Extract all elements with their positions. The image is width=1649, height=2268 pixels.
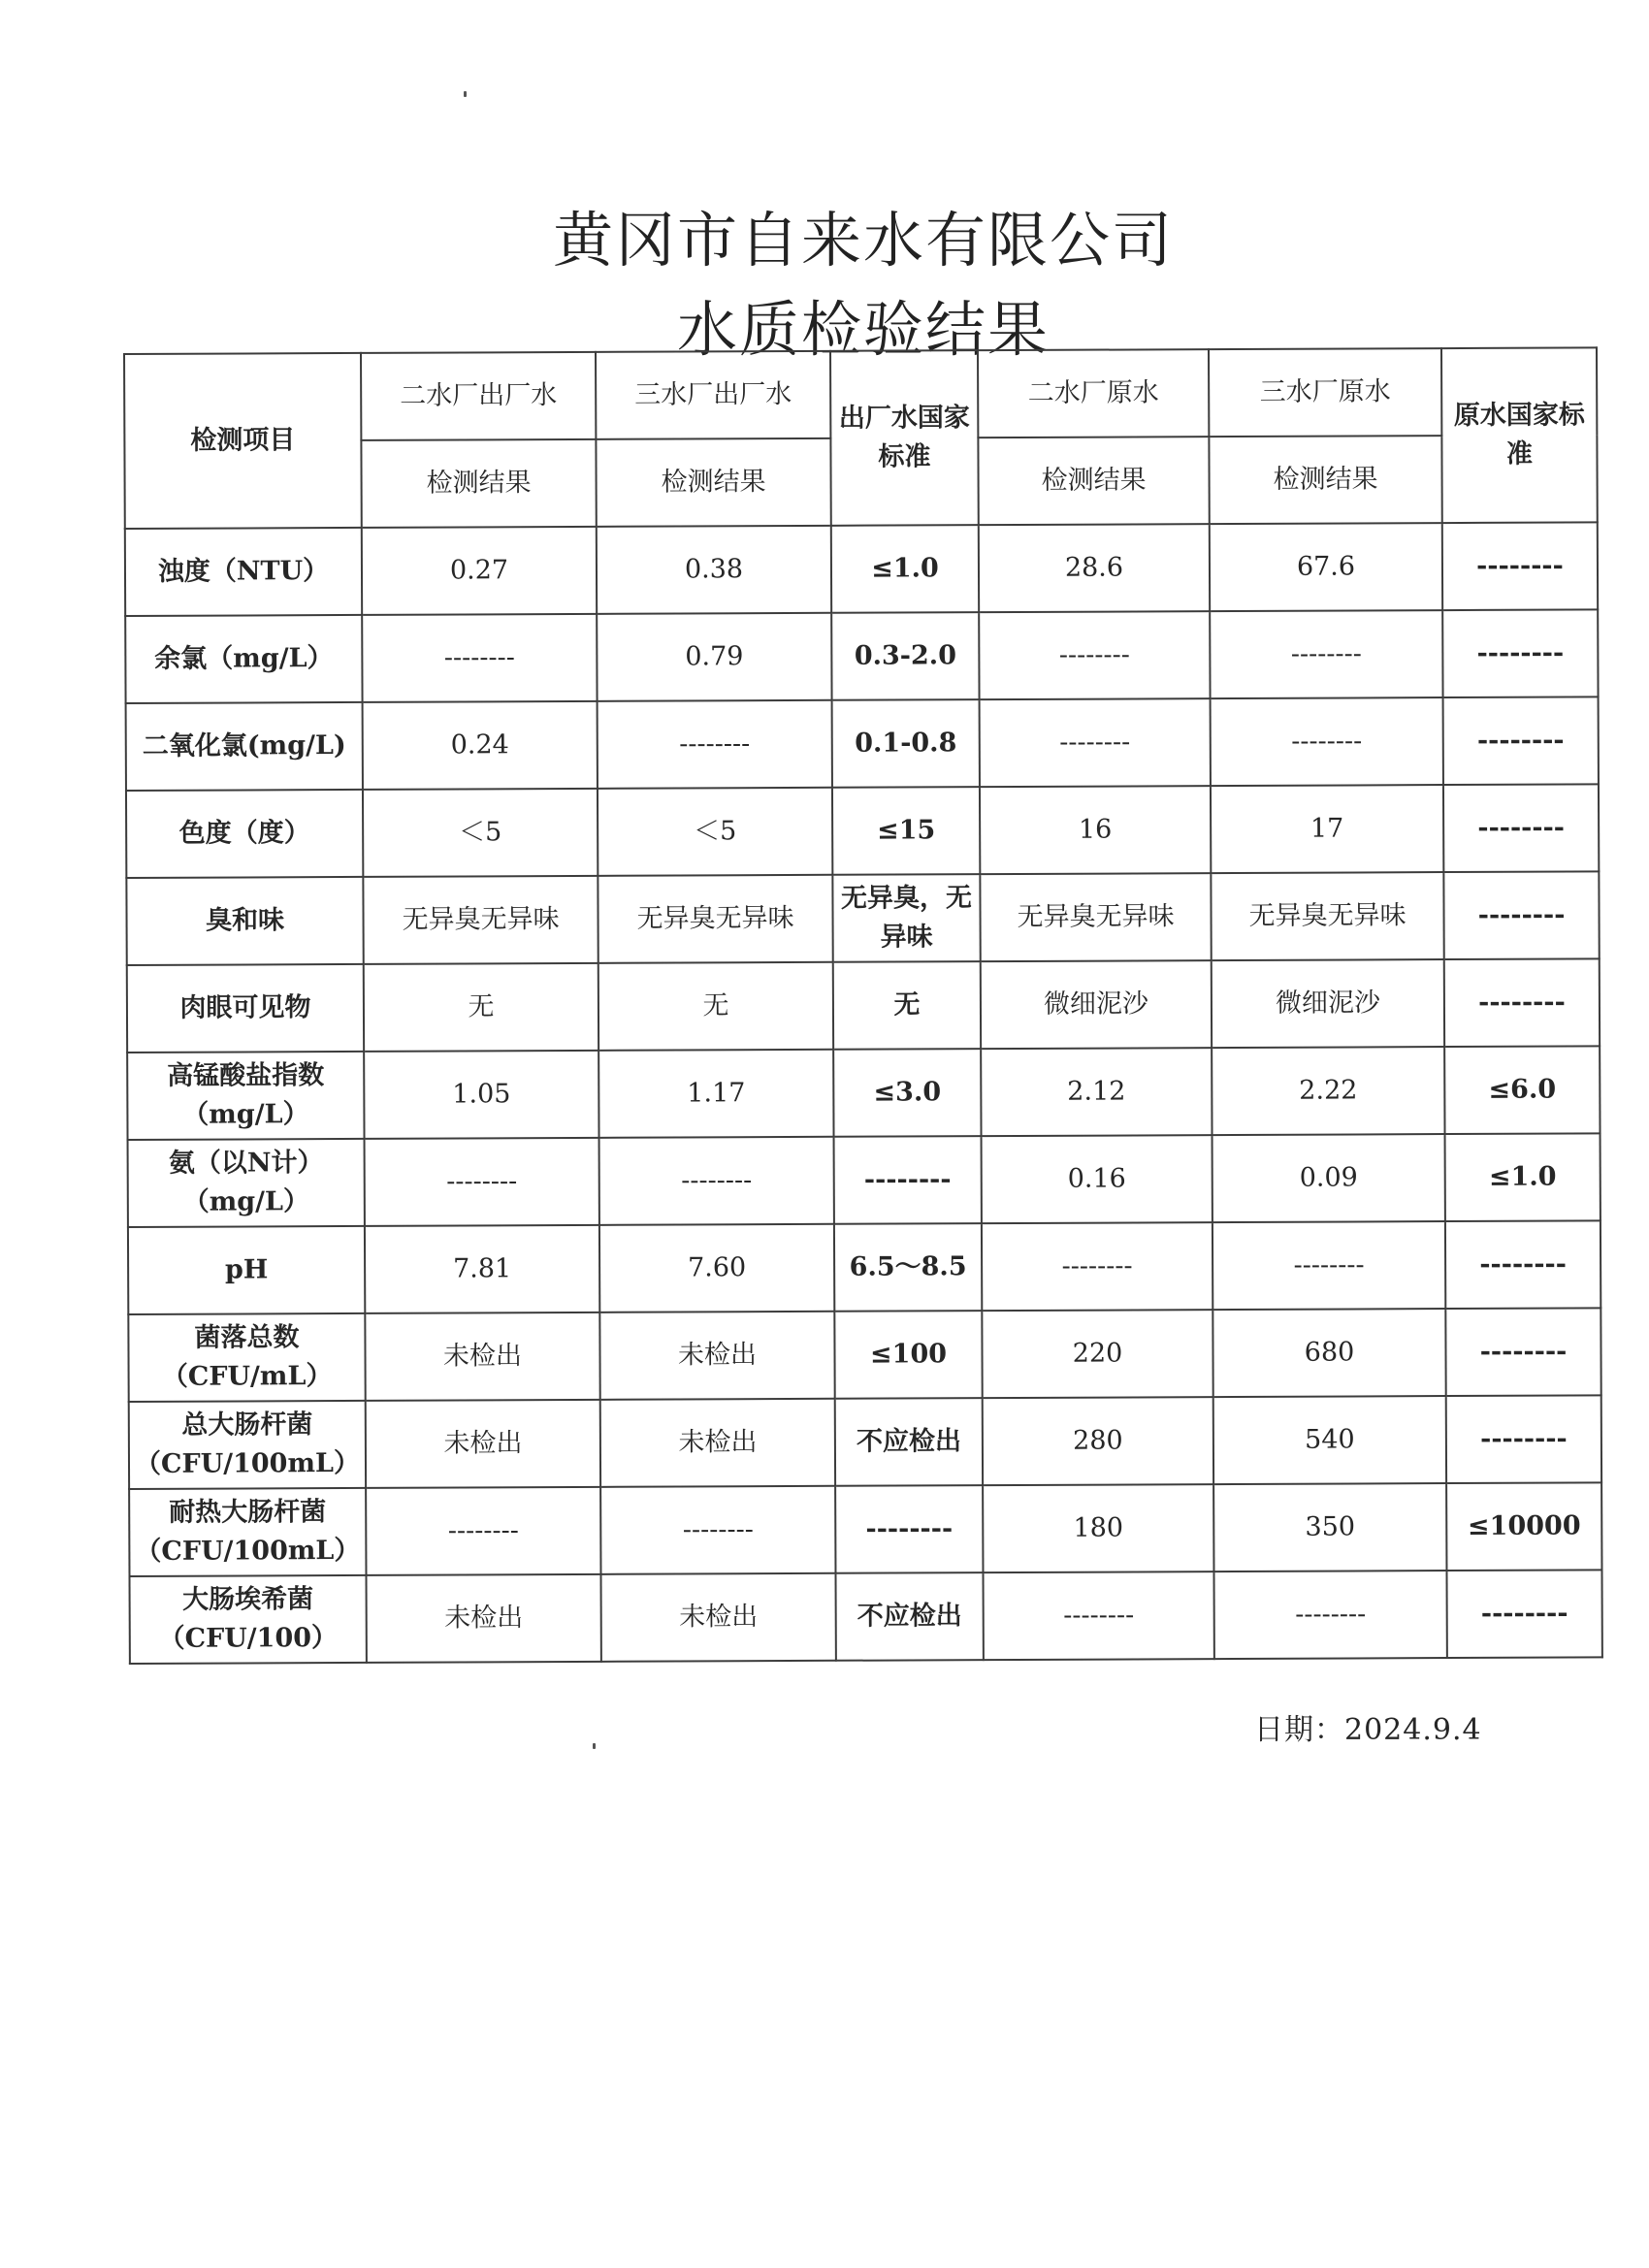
row-item: 氨（以N计）（mg/L） — [128, 1139, 365, 1227]
report-date: 日期：2024.9.4 — [1254, 1713, 1482, 1747]
scan-speck — [593, 1743, 596, 1749]
cell-plant3-raw: 680 — [1212, 1309, 1445, 1397]
cell-plant2-out: 无异臭无异味 — [363, 876, 598, 964]
cell-out-standard: -------- — [835, 1485, 983, 1573]
table-row — [128, 1308, 1600, 1402]
cell-plant2-raw: 2.12 — [981, 1048, 1212, 1136]
cell-plant3-raw: -------- — [1213, 1571, 1446, 1659]
cell-plant2-out: -------- — [365, 1138, 599, 1226]
cell-raw-standard: -------- — [1442, 522, 1598, 610]
cell-raw-standard: -------- — [1446, 1395, 1601, 1483]
report-title: 水质检验结果 — [676, 294, 1050, 365]
cell-raw-standard: ≤6.0 — [1444, 1046, 1600, 1134]
cell-plant2-raw: -------- — [982, 1222, 1212, 1311]
header-plant2-out: 二水厂出厂水 — [361, 352, 596, 440]
row-item: 肉眼可见物 — [127, 964, 364, 1053]
header-result: 检测结果 — [1209, 436, 1441, 524]
row-item: 大肠埃希菌（CFU/100） — [130, 1575, 367, 1664]
cell-raw-standard: -------- — [1445, 1220, 1600, 1309]
header-plant3-raw: 三水厂原水 — [1209, 348, 1441, 437]
cell-plant2-raw: -------- — [980, 698, 1211, 787]
table-row — [127, 1046, 1600, 1140]
cell-out-standard: -------- — [834, 1136, 982, 1224]
cell-raw-standard: -------- — [1443, 784, 1599, 872]
header-raw-standard: 原水国家标准 — [1441, 347, 1598, 523]
header-plant3-out: 三水厂出厂水 — [596, 351, 830, 439]
row-item: 菌落总数（CFU/mL） — [128, 1313, 365, 1402]
cell-out-standard: 0.1-0.8 — [832, 699, 980, 788]
cell-plant2-raw: 微细泥沙 — [981, 960, 1212, 1049]
scan-speck — [464, 91, 467, 97]
table-row — [127, 958, 1600, 1053]
cell-plant3-raw: 540 — [1213, 1396, 1446, 1484]
cell-plant3-out: 无 — [598, 962, 833, 1051]
table-row — [129, 1482, 1601, 1576]
water-quality-table — [123, 346, 1603, 1665]
cell-plant3-raw: -------- — [1210, 610, 1442, 698]
row-item: 色度（度） — [126, 790, 363, 878]
cell-plant2-raw: 180 — [983, 1484, 1213, 1572]
cell-plant2-raw: 无异臭无异味 — [980, 873, 1211, 961]
cell-out-standard: ≤15 — [832, 787, 980, 875]
cell-plant2-out: 1.05 — [364, 1051, 598, 1139]
row-item: 余氯（mg/L） — [125, 615, 362, 703]
cell-plant2-out: 未检出 — [365, 1312, 599, 1401]
cell-plant3-out: 未检出 — [600, 1573, 835, 1662]
row-item: 臭和味 — [126, 877, 363, 965]
cell-plant3-out: -------- — [599, 1137, 834, 1225]
table-row — [126, 784, 1599, 878]
table-row — [129, 1395, 1601, 1489]
cell-plant3-out: 7.60 — [599, 1224, 834, 1312]
cell-raw-standard: -------- — [1445, 1308, 1600, 1396]
cell-out-standard: 无 — [833, 961, 981, 1050]
row-item: 总大肠杆菌（CFU/100mL） — [129, 1401, 366, 1489]
cell-raw-standard: -------- — [1443, 871, 1599, 959]
row-item: 浊度（NTU） — [125, 528, 362, 616]
cell-raw-standard: -------- — [1443, 697, 1599, 785]
header-result: 检测结果 — [361, 439, 596, 528]
cell-plant3-raw: -------- — [1212, 1221, 1445, 1310]
cell-raw-standard: -------- — [1442, 609, 1598, 697]
company-title: 黄冈市自来水有限公司 — [552, 205, 1174, 275]
cell-out-standard: 无异臭，无异味 — [832, 874, 980, 962]
cell-plant2-out: 7.81 — [365, 1225, 599, 1313]
cell-out-standard: 6.5～8.5 — [834, 1223, 982, 1312]
cell-plant3-out: 1.17 — [598, 1050, 833, 1138]
cell-out-standard: ≤1.0 — [831, 525, 979, 613]
cell-plant2-raw: -------- — [979, 611, 1210, 699]
row-item: pH — [128, 1226, 365, 1314]
header-out-standard: 出厂水国家标准 — [830, 350, 979, 526]
cell-raw-standard: ≤10000 — [1446, 1482, 1601, 1571]
cell-plant2-out: 0.24 — [363, 701, 598, 790]
cell-plant2-raw: 280 — [983, 1397, 1213, 1485]
cell-plant2-out: ＜5 — [363, 789, 598, 877]
cell-plant3-raw: 350 — [1213, 1483, 1446, 1571]
row-item: 耐热大肠杆菌（CFU/100mL） — [129, 1488, 366, 1576]
table-row — [128, 1133, 1600, 1227]
header-plant2-raw: 二水厂原水 — [978, 349, 1209, 437]
row-item: 高锰酸盐指数（mg/L） — [127, 1052, 364, 1140]
cell-plant3-raw: 微细泥沙 — [1212, 959, 1444, 1048]
cell-plant3-out: 0.79 — [597, 613, 831, 701]
cell-plant2-out: 0.27 — [362, 527, 597, 615]
cell-plant2-out: 未检出 — [366, 1574, 600, 1663]
cell-plant3-out: -------- — [600, 1486, 835, 1574]
cell-plant2-raw: 0.16 — [982, 1135, 1212, 1223]
cell-plant2-raw: 28.6 — [979, 524, 1210, 612]
cell-raw-standard: -------- — [1446, 1570, 1601, 1658]
cell-plant3-out: -------- — [598, 700, 832, 789]
table-row — [128, 1220, 1600, 1314]
cell-plant3-raw: 2.22 — [1212, 1047, 1444, 1135]
cell-plant3-out: 无异臭无异味 — [598, 875, 832, 963]
header-item: 检测项目 — [124, 353, 362, 529]
cell-raw-standard: ≤1.0 — [1445, 1133, 1600, 1221]
cell-plant2-out: 未检出 — [366, 1400, 600, 1488]
cell-out-standard: ≤3.0 — [833, 1049, 981, 1137]
cell-plant3-out: ＜5 — [598, 788, 832, 876]
cell-plant2-raw: -------- — [983, 1571, 1213, 1660]
cell-plant3-raw: 0.09 — [1212, 1134, 1445, 1222]
cell-plant3-raw: 17 — [1211, 785, 1443, 873]
cell-plant2-raw: 16 — [980, 786, 1211, 874]
cell-plant2-raw: 220 — [982, 1310, 1212, 1398]
table-row — [130, 1570, 1602, 1664]
cell-plant2-out: -------- — [366, 1487, 600, 1575]
cell-plant2-out: 无 — [364, 963, 598, 1052]
cell-plant3-out: 0.38 — [597, 526, 831, 614]
cell-plant3-out: 未检出 — [600, 1399, 835, 1487]
cell-raw-standard: -------- — [1444, 958, 1600, 1047]
table-row — [125, 609, 1598, 703]
cell-plant2-out: -------- — [362, 614, 597, 702]
cell-plant3-raw: 无异臭无异味 — [1211, 872, 1443, 960]
cell-out-standard: 不应检出 — [835, 1398, 983, 1486]
row-item: 二氧化氯(mg/L) — [126, 702, 363, 791]
header-result: 检测结果 — [978, 437, 1209, 525]
header-result: 检测结果 — [596, 438, 830, 527]
cell-plant3-out: 未检出 — [599, 1312, 834, 1400]
cell-plant3-raw: -------- — [1211, 697, 1443, 786]
cell-out-standard: 0.3-2.0 — [831, 612, 979, 700]
cell-out-standard: 不应检出 — [835, 1572, 983, 1661]
table-row — [126, 697, 1599, 791]
cell-out-standard: ≤100 — [834, 1311, 982, 1399]
cell-plant3-raw: 67.6 — [1210, 523, 1442, 611]
table-row — [125, 522, 1598, 616]
table-row — [126, 871, 1599, 965]
